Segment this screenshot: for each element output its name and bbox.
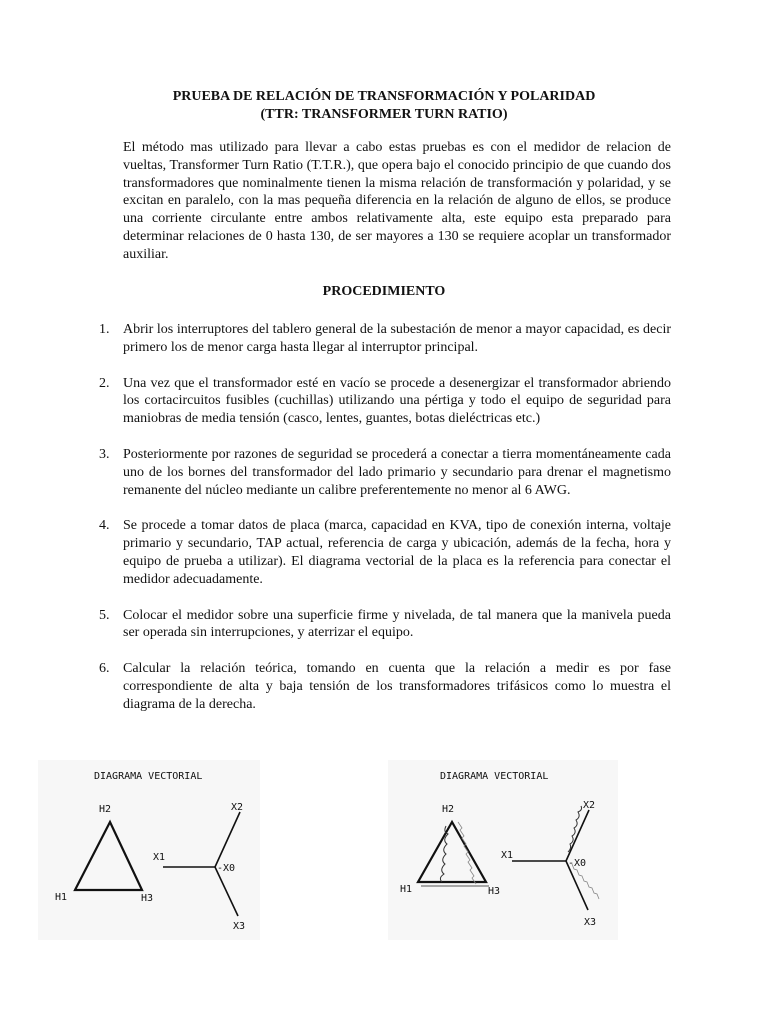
label-x2: X2 [583, 800, 596, 811]
label-h2: H2 [442, 804, 455, 815]
step-number: 5. [99, 607, 110, 623]
document-title: PRUEBA DE RELACIÓN DE TRANSFORMACIÓN Y POLARIDAD [172, 89, 596, 104]
step-number: 2. [99, 375, 110, 391]
label-x1: X1 [501, 850, 514, 861]
procedure-heading: PROCEDIMIENTO [322, 284, 446, 299]
step-item [95, 660, 671, 713]
step-text: Una vez que el transformador esté en vacío se procede a desenergizar el transformador abriendo los cortacircuitos fusibles (cuchillas) utilizando una pértiga y todo el equipo de seguridad para maniobras de media tensión (casco, lentes, guantes, botas dieléctricas etc.) [123, 375, 671, 427]
label-x3: X3 [584, 917, 597, 928]
procedure-steps [95, 321, 671, 732]
step-item [95, 446, 671, 499]
step-item [95, 607, 671, 643]
step-number: 1. [99, 322, 110, 337]
label-h1: H1 [400, 884, 413, 895]
label-x1: X1 [153, 852, 166, 863]
step-text: Posteriormente por razones de seguridad se procederá a conectar a tierra momentáneamente cada uno de los bornes del transformador del lado primario y secundario para drenar el magnetismo remanente del núcleo mediante un calibre preferentemente no menor al 6 AWG. [123, 446, 671, 498]
label-h2: H2 [99, 804, 112, 815]
label-h1: H1 [55, 892, 68, 903]
label-h3: H3 [488, 886, 501, 897]
vector-diagram-left [38, 760, 260, 940]
intro-paragraph: El método mas utilizado para llevar a cabo estas pruebas es con el medidor de relacion de vueltas, Transformer Turn Ratio (T.T.R.), que opera bajo el conocido principio de que cuando dos transformadores que nominalmente tienen la misma relación de transformación y polaridad, y se excitan en paralelo, con la mas pequeña diferencia en la relación de alguno de ellos, se produce una corriente circulante entre ambos relativamente alta, este equipo esta preparado para determinar relaciones de 0 hasta 130, de ser mayores a 130 se requiere acoplar un transformador auxiliar. [123, 140, 671, 262]
step-text: Abrir los interruptores del tablero general de la subestación de menor a mayor capacidad, es decir primero los de menor carga hasta llegar al interruptor principal. [123, 322, 671, 355]
document-subtitle: (TTR: TRANSFORMER TURN RATIO) [260, 107, 508, 122]
step-text: Calcular la relación teórica, tomando en cuenta que la relación a medir es por fase correspondiente de alta y baja tensión de los transformadores trifásicos como lo muestra el diagrama de la derecha. [123, 661, 671, 712]
step-number: 3. [99, 446, 110, 462]
step-item [95, 321, 671, 357]
label-x0: -X0 [217, 863, 236, 874]
diagram-title: DIAGRAMA VECTORIAL [440, 771, 549, 782]
step-item [95, 375, 671, 428]
label-h3: H3 [141, 893, 154, 904]
step-number: 6. [99, 661, 110, 677]
step-text: Se procede a tomar datos de placa (marca, capacidad en KVA, tipo de conexión interna, voltaje primario y secundario, TAP actual, referencia de carga y ubicación, además de la fecha, hora y equipo de prueba a utilizar). El diagrama vectorial de la placa es la referencia para conectar el medidor adecuadamente. [123, 518, 671, 587]
step-number: 4. [99, 518, 110, 534]
diagram-title: DIAGRAMA VECTORIAL [94, 771, 203, 782]
label-x0: -X0 [568, 858, 587, 869]
vector-diagram-right [388, 760, 618, 940]
step-text: Colocar el medidor sobre una superficie firme y nivelada, de tal manera que la manivela pueda ser operada sin interrupciones, y aterrizar el equipo. [123, 607, 671, 641]
step-item [95, 517, 671, 588]
label-x2: X2 [231, 802, 244, 813]
label-x3: X3 [233, 921, 246, 932]
